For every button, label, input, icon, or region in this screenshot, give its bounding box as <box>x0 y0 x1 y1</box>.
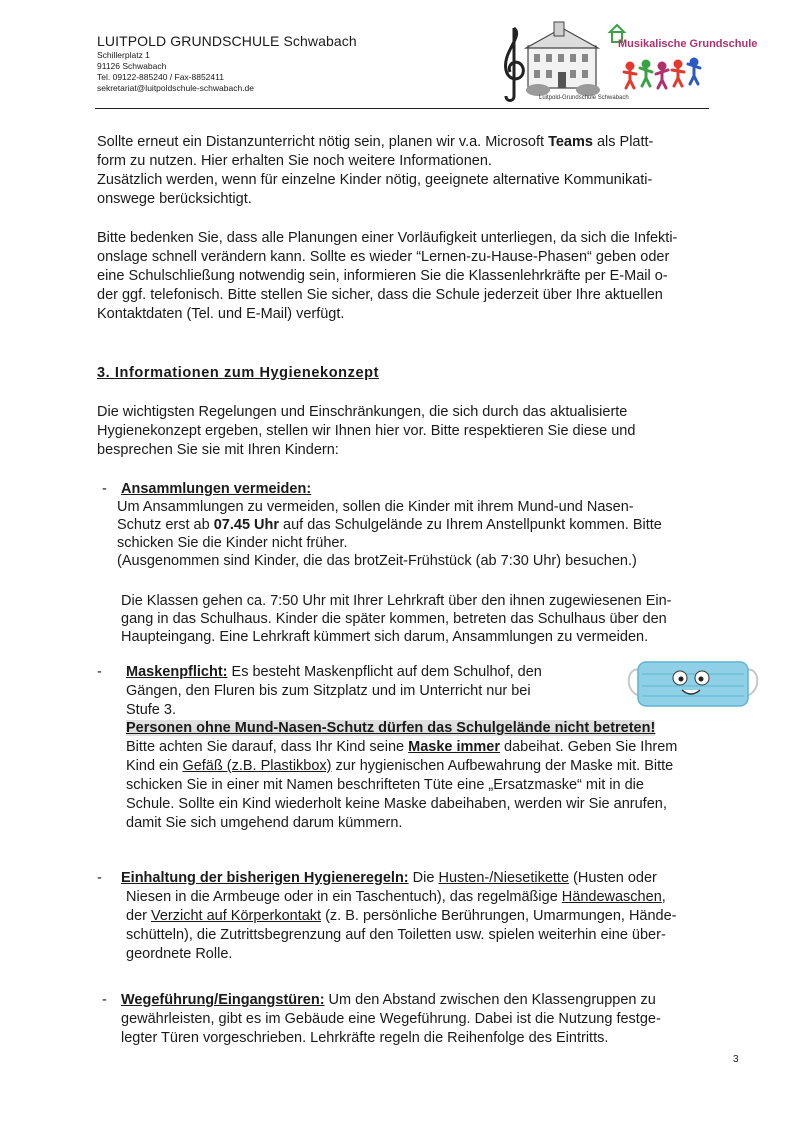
paragraph-line: Niesen in die Armbeuge oder in ein Taschentuch), das regelmäßige Händewaschen, <box>126 889 666 905</box>
header-divider <box>95 108 709 109</box>
paragraph-line: Kind ein Gefäß (z.B. Plastikbox) zur hygienischen Aufbewahrung der Maske mit. Bitte <box>126 758 674 774</box>
paragraph-line: geordnete Rolle. <box>126 946 233 962</box>
school-name: LUITPOLD GRUNDSCHULE Schwabach <box>97 33 357 49</box>
paragraph-line: onslage schnell verändern kann. Sollte es wieder “Lernen-zu-Hause-Phasen“ geben oder <box>97 249 670 265</box>
logo-title: Musikalische Grundschule <box>618 38 758 50</box>
paragraph-line: Hygienekonzept ergeben, stellen wir Ihnen hier vor. Bitte respektieren Sie diese und <box>97 423 636 439</box>
paragraph-line: Die wichtigsten Regelungen und Einschränkungen, die sich durch das aktualisierte <box>97 404 628 420</box>
school-logo <box>496 18 708 106</box>
paragraph-line: Wegeführung/Eingangstüren: Um den Abstand zwischen den Klassengruppen zu <box>121 992 656 1008</box>
paragraph-line: Bitte achten Sie darauf, dass Ihr Kind seine Maske immer dabeihat. Geben Sie Ihrem <box>126 739 678 755</box>
paragraph-line: Die Klassen gehen ca. 7:50 Uhr mit Ihrer Lehrkraft über den ihnen zugewiesenen Ein- <box>121 593 672 609</box>
paragraph-line: besprechen Sie sie mit Ihren Kindern: <box>97 442 339 458</box>
section-heading: 3. Informationen zum Hygienekonzept <box>97 365 380 381</box>
address-city: 91126 Schwabach <box>97 61 167 71</box>
face-mask-illustration <box>622 656 764 712</box>
paragraph-line: schicken Sie die Kinder nicht früher. <box>117 535 348 551</box>
paragraph-line: Bitte bedenken Sie, dass alle Planungen einer Vorläufigkeit unterliegen, da sich die Infekti- <box>97 230 678 246</box>
paragraph-line: Zusätzlich werden, wenn für einzelne Kinder nötig, geeignete alternative Kommunikati- <box>97 172 653 188</box>
paragraph-line: Stufe 3. <box>126 702 176 718</box>
paragraph-line: der ggf. telefonisch. Bitte stellen Sie sicher, dass die Schule jederzeit über Ihre aktuellen <box>97 287 663 303</box>
item-heading: Ansammlungen vermeiden: <box>121 481 312 497</box>
paragraph-line: Einhaltung der bisherigen Hygieneregeln: Die Husten-/Niesetikette (Husten oder <box>121 870 657 886</box>
page-number: 3 <box>733 1054 739 1065</box>
paragraph-line: Schule. Sollte ein Kind wiederholt keine Maske dabeihaben, werden wir Sie anrufen, <box>126 796 667 812</box>
list-dash: - <box>97 870 102 886</box>
paragraph-line: damit Sie sich umgehend darum kümmern. <box>126 815 403 831</box>
email-address: sekretariat@luitpoldschule-schwabach.de <box>97 83 254 93</box>
paragraph-line: Kontaktdaten (Tel. und E-Mail) verfügt. <box>97 306 345 322</box>
paragraph-line: Um Ansammlungen zu vermeiden, sollen die Kinder mit ihrem Mund-und Nasen- <box>117 499 634 515</box>
paragraph-line: Sollte erneut ein Distanzunterricht nötig sein, planen wir v.a. Microsoft Teams als Platt- <box>97 134 654 150</box>
paragraph-line: (Ausgenommen sind Kinder, die das brotZeit-Frühstück (ab 7:30 Uhr) besuchen.) <box>117 553 637 569</box>
paragraph-line: eine Schulschließung notwendig sein, informieren Sie die Klassenlehrkräfte per E-Mail o- <box>97 268 668 284</box>
paragraph-line: Maskenpflicht: Es besteht Maskenpflicht auf dem Schulhof, den <box>126 664 542 680</box>
phone-fax: Tel. 09122-885240 / Fax-8852411 <box>97 72 224 82</box>
paragraph-line: form zu nutzen. Hier erhalten Sie noch weitere Informationen. <box>97 153 492 169</box>
list-dash: - <box>102 481 107 497</box>
list-dash: - <box>97 664 102 680</box>
highlight-warning: Personen ohne Mund-Nasen-Schutz dürfen das Schulgelände nicht betreten! <box>126 720 656 736</box>
paragraph-line: schütteln), die Zutrittsbegrenzung auf den Toiletten usw. spielen weiterhin eine über- <box>126 927 666 943</box>
paragraph-line: Schutz erst ab 07.45 Uhr auf das Schulgelände zu Ihrem Anstellpunkt kommen. Bitte <box>117 517 662 533</box>
paragraph-line: onswege berücksichtigt. <box>97 191 252 207</box>
paragraph-line: legter Türen vorgeschrieben. Lehrkräfte regeln die Reihenfolge des Eintritts. <box>121 1030 609 1046</box>
paragraph-line: Gängen, den Fluren bis zum Sitzplatz und im Unterricht nur bei <box>126 683 531 699</box>
list-dash: - <box>102 992 107 1008</box>
paragraph-line: gang in das Schulhaus. Kinder die später kommen, betreten das Schulhaus über den <box>121 611 667 627</box>
paragraph-line: gewährleisten, gibt es im Gebäude eine Wegeführung. Dabei ist die Nutzung festge- <box>121 1011 661 1027</box>
logo-caption: Luitpold-Grundschule Schwabach <box>539 95 629 101</box>
paragraph-line: Haupteingang. Eine Lehrkraft kümmert sich darum, Ansammlungen zu vermeiden. <box>121 629 649 645</box>
paragraph-line: der Verzicht auf Körperkontakt (z. B. persönliche Berührungen, Umarmungen, Hände- <box>126 908 677 924</box>
paragraph-line: schicken Sie in einer mit Namen beschrifteten Tüte eine „Ersatzmaske“ mit in die <box>126 777 644 793</box>
address-street: Schillerplatz 1 <box>97 50 150 60</box>
